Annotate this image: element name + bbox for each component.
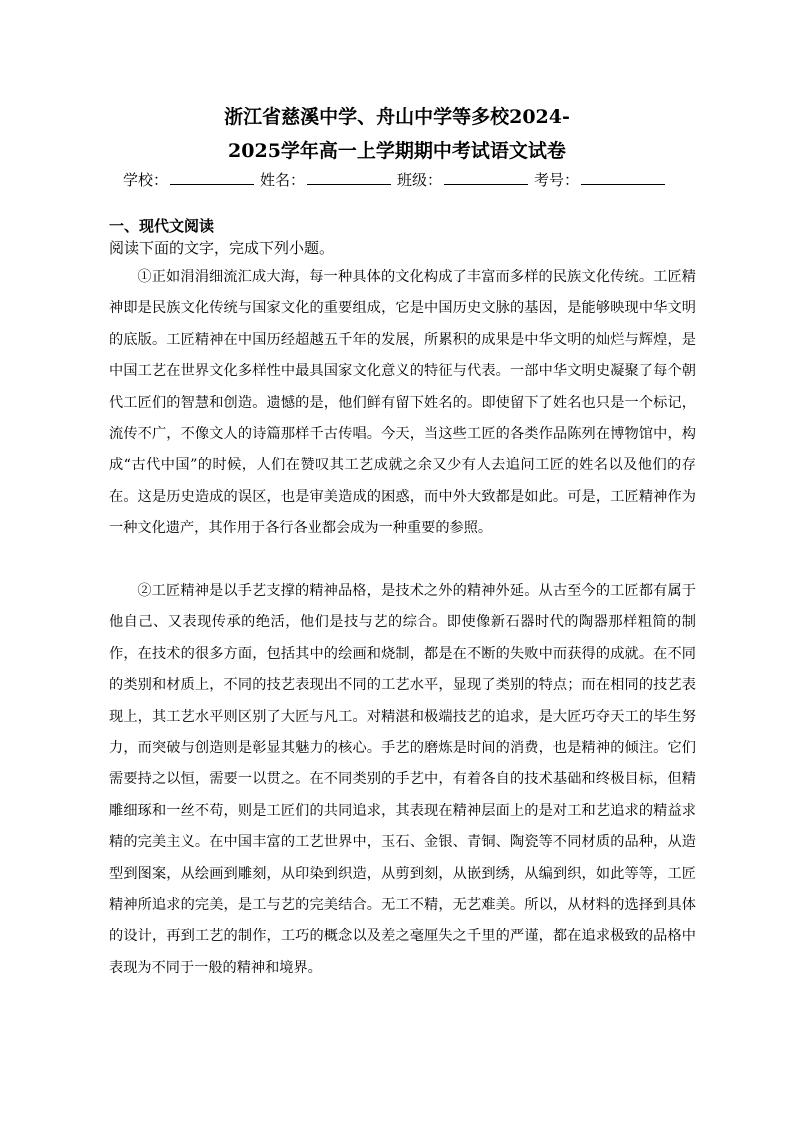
- class-label: 班级：: [397, 171, 443, 189]
- paragraph-2: ②工匠精神是以手艺支撑的精神品格，是技术之外的精神外延。从古至今的工匠都有属于他自己、又表现传承的绝活，他们是技与艺的综合。即使像新石器时代的陶器那样粗简的制作，在技术的很多方面，包括其中的绘画和烧制，都是在不断的失败中而获得的成就。在不同的类别和材质上，不同的技艺表现出不同的工艺水平，显现了类别的特点；而在相同的技艺表现上，其工艺水平则区别了大匠与凡工。对精湛和极端技艺的追求，是大匠巧夺天工的毕生努力，而突破与创造则是彰显其魅力的核心。手艺的磨炼是时间的消费，也是精神的倾注。它们需要持之以恒，需要一以贯之。在不同类别的手艺中，有着各自的技术基础和终极目标，但精雕细琢和一丝不苟，则是工匠们的共同追求，其表现在精神层面上的是对工和艺追求的精益求精的完美主义。在中国丰富的工艺世界中，玉石、金银、青铜、陶瓷等不同材质的品种，从造型到图案，从绘画到雕刻，从印染到织造，从剪到刻，从嵌到绣，从编到织，如此等等，工匠精神所追求的完美，是工与艺的完美结合。无工不精，无艺难美。所以，从材料的选择到具体的设计，再到工艺的制作，工巧的概念以及差之毫厘失之千里的严谨，都在追求极致的品格中表现为不同于一般的精神和境界。: [109, 583, 696, 976]
- name-label: 姓名：: [259, 171, 305, 189]
- exam-title-line-1: 浙江省慈溪中学、舟山中学等多校2024-: [224, 106, 570, 128]
- section-heading: 一、现代文阅读: [109, 217, 215, 235]
- exam-number-blank: [581, 170, 665, 185]
- school-label: 学校：: [122, 171, 168, 189]
- class-blank: [444, 170, 528, 185]
- reading-instruction: 阅读下面的文字，完成下列小题。: [109, 239, 335, 257]
- name-blank: [307, 170, 391, 185]
- student-info-row: [0, 168, 794, 192]
- exam-number-label: 考号：: [534, 171, 580, 189]
- exam-title-line-2: 2025学年高一上学期期中考试语文试卷: [228, 140, 566, 162]
- school-blank: [170, 170, 254, 185]
- paragraph-1: ①正如涓涓细流汇成大海，每一种具体的文化构成了丰富而多样的民族文化传统。工匠精神即是民族文化传统与国家文化的重要组成，它是中国历史文脉的基因，是能够映现中华文明的底版。工匠精神在中国历经超越五千年的发展，所累积的成果是中华文明的灿烂与辉煌，是中国工艺在世界文化多样性中最具国家文化意义的特征与代表。一部中华文明史凝聚了每个朝代工匠们的智慧和创造。遗憾的是，他们鲜有留下姓名的。即使留下了姓名也只是一个标记，流传不广，不像文人的诗篇那样千古传唱。今天，当这些工匠的各类作品陈列在博物馆中，构成“古代中国”的时候，人们在赞叹其工艺成就之余又少有人去追问工匠的姓名以及他们的存在。这是历史造成的误区，也是审美造成的困惑，而中外大致都是如此。可是，工匠精神作为一种文化遗产，其作用于各行各业都会成为一种重要的参照。: [109, 269, 696, 537]
